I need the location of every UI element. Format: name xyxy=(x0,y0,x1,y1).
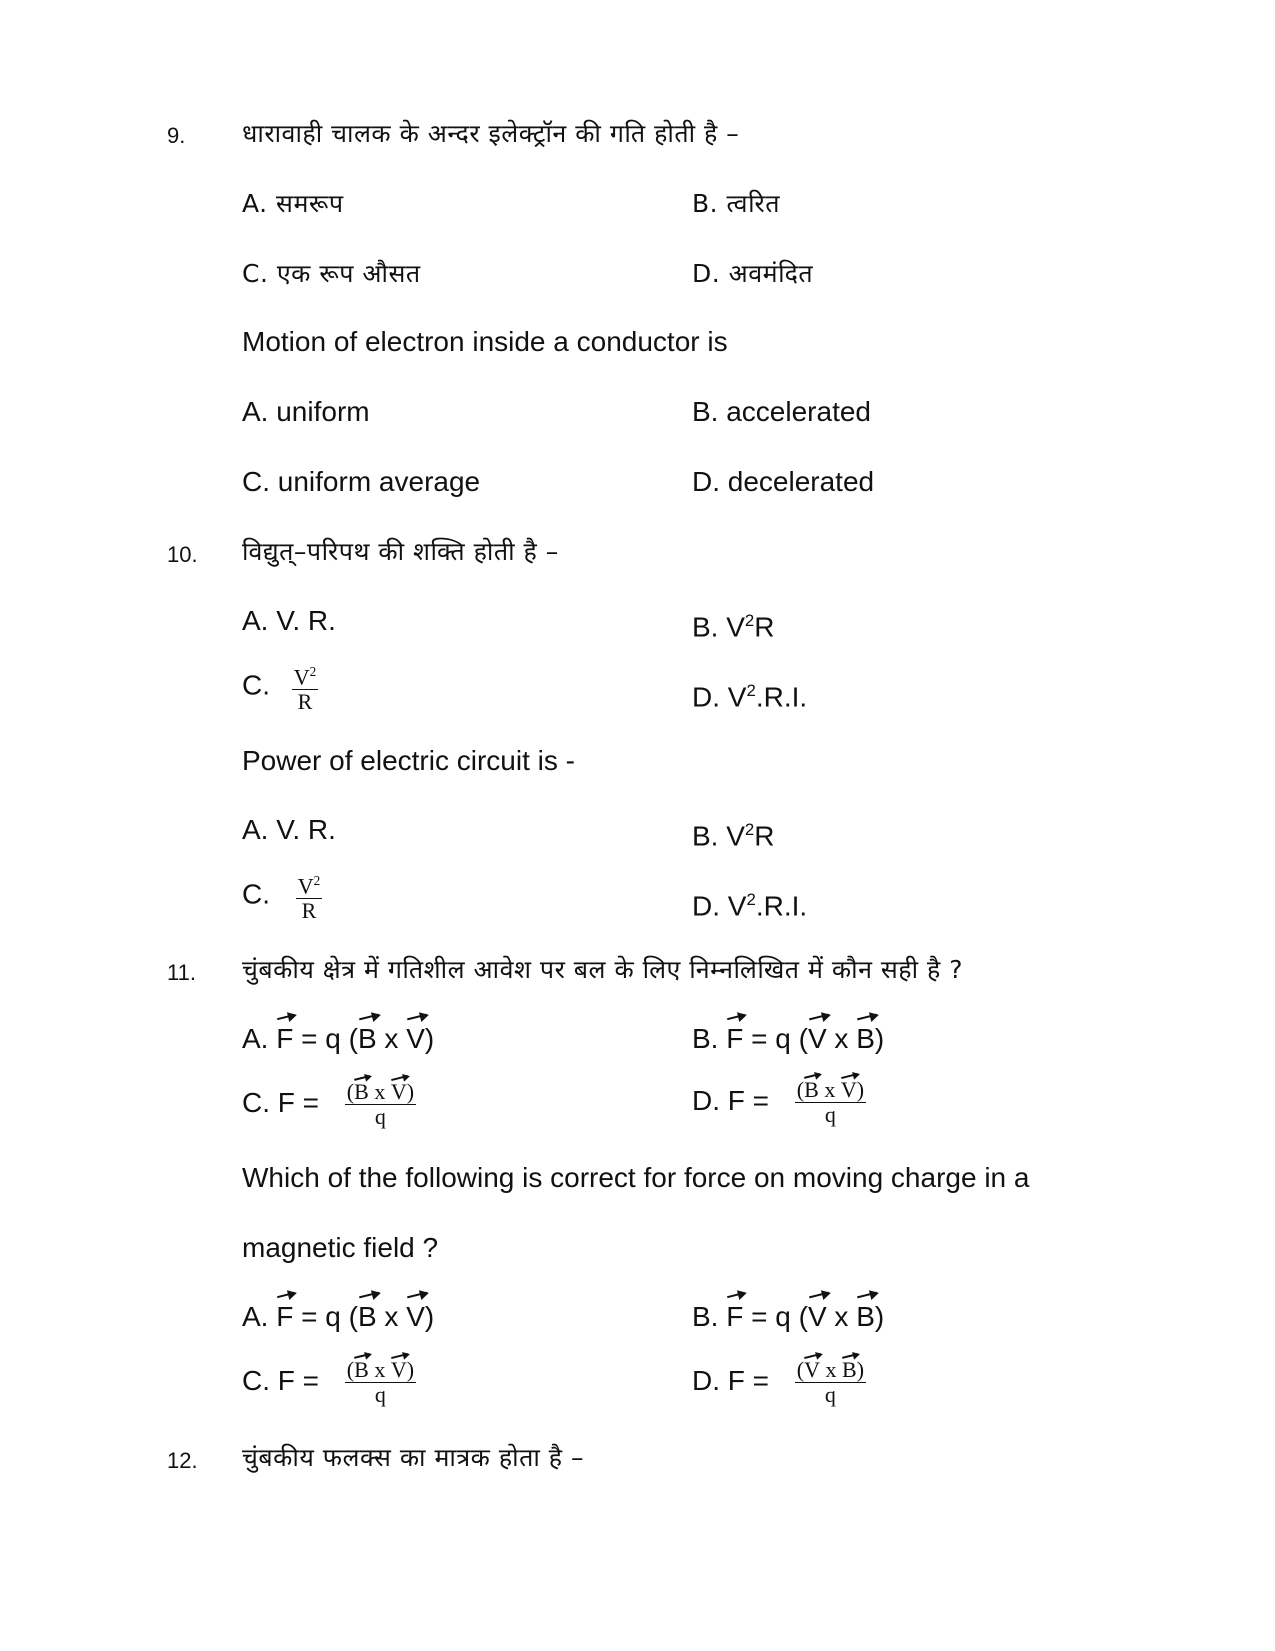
option-a-english: A. uniform xyxy=(242,396,370,427)
fraction: $\frac{\text{(B x V)}}{q}$ xyxy=(346,1357,415,1407)
option-b-english: B. accelerated xyxy=(692,396,871,427)
question-text-hindi: विद्युत्–परिपथ की शक्ति होती है – xyxy=(242,537,559,566)
option-b: B. $V^2R$ xyxy=(692,820,775,852)
question-text-english: Which of the following is correct for force on moving charge in a xyxy=(242,1162,1030,1193)
fraction: $\frac{\text{(B x V)}}{q}$ xyxy=(346,1079,415,1129)
option-c-english: C. uniform average xyxy=(242,466,481,497)
question-text-english: Motion of electron inside a conductor is xyxy=(242,326,728,357)
option-c: C. F = $\frac{\text{(B x V)}}{q}$ xyxy=(242,1357,415,1407)
option-b: B. $V^2R$ xyxy=(692,611,775,643)
question-number: 9. xyxy=(167,123,186,148)
question-text-english: magnetic field ? xyxy=(242,1232,439,1263)
option-d: D. $V^2.R.I$. xyxy=(692,890,808,922)
fraction: $\frac{V^2}{R}$ xyxy=(296,869,322,923)
option-a: A. V. R. xyxy=(242,814,336,845)
question-number: 10. xyxy=(167,542,198,567)
option-c: C. F = $\frac{\text{(B x V)}}{q}$ xyxy=(242,1079,415,1129)
option-b: B. F = q (V x B) xyxy=(692,1023,885,1054)
option-c: C. $\frac{V^2}{R}$ xyxy=(242,869,322,923)
question-text-english: Power of electric circuit is - xyxy=(242,745,575,776)
option-b: B. F = q (V x B) xyxy=(692,1301,885,1332)
question-text-hindi: चुंबकीय फलक्स का मात्रक होता है – xyxy=(242,1443,584,1472)
option-a: A. F = q (B x V) xyxy=(242,1301,435,1332)
question-number: 11. xyxy=(167,960,196,985)
option-b-hindi: B. त्वरित xyxy=(692,189,781,218)
question-text-hindi: धारावाही चालक के अन्दर इलेक्ट्रॉन की गति होती है – xyxy=(242,119,740,148)
fraction: $\frac{\text{(B x V)}}{q}$ xyxy=(796,1077,865,1127)
option-c-hindi: C. एक रूप औसत xyxy=(242,259,421,288)
option-a: A. F = q (B x V) xyxy=(242,1023,435,1054)
fraction: $\frac{\text{(V x B)}}{q}$ xyxy=(796,1357,865,1407)
option-d-english: D. decelerated xyxy=(692,466,875,497)
option-d: D. F = $\frac{\text{(V x B)}}{q}$ xyxy=(692,1357,865,1407)
option-a: A. V. R. xyxy=(242,605,336,636)
question-text-hindi: चुंबकीय क्षेत्र में गतिशील आवेश पर बल के लिए निम्नलिखित में कौन सही है ? xyxy=(242,955,963,984)
option-c: C. $\frac{V^2}{R}$ xyxy=(242,660,318,714)
option-d: D. F = $\frac{\text{(B x V)}}{q}$ xyxy=(692,1077,865,1127)
option-a-hindi: A. समरूप xyxy=(242,189,344,218)
question-number: 12. xyxy=(167,1448,198,1473)
option-d-hindi: D. अवमंदित xyxy=(692,259,814,288)
option-d: D. $V^2.R.I$. xyxy=(692,681,808,713)
fraction: $\frac{V^2}{R}$ xyxy=(292,660,318,714)
